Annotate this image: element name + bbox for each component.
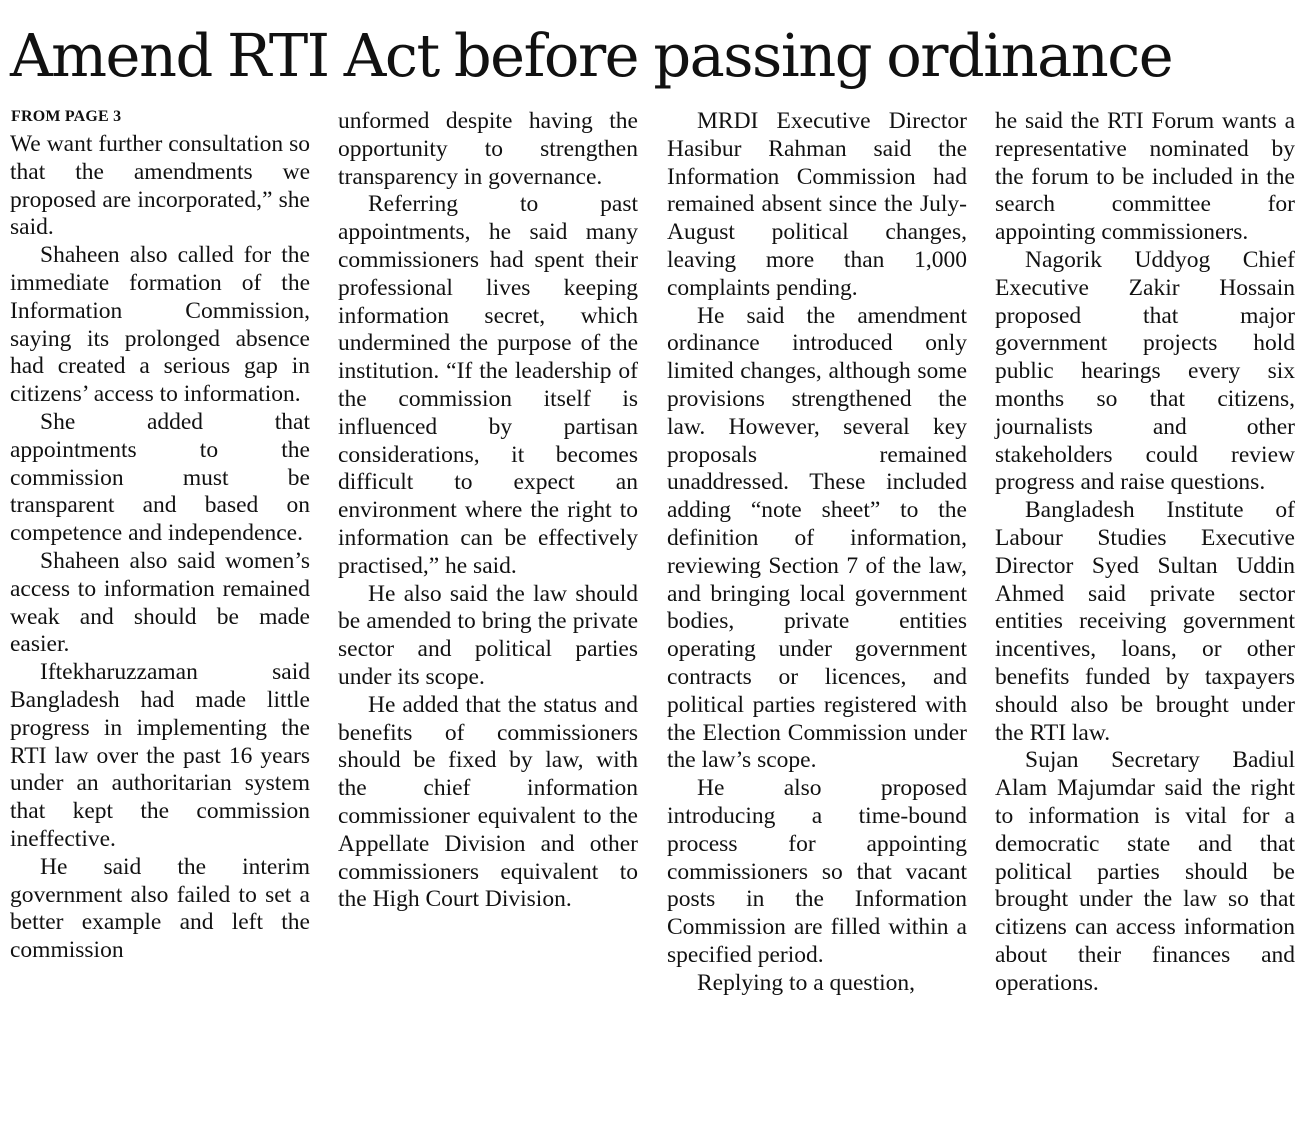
- paragraph: Replying to a question,: [697, 969, 916, 996]
- paragraph: Sujan Secretary Badiul Alam Majumdar said the right to information is vital for a democratic state and that political parties should be brought under the law so that citizens can access information about their finances and operations.: [995, 747, 1295, 996]
- paragraph: He added that the status and benefits of commissioners should be fixed by law, with the chief information commissioner equivalent to the Appellate Division and other commissioners equivalent to the High Court Division.: [338, 691, 638, 913]
- paragraph: He said the interim government also failed to set a better example and left the commission: [10, 853, 310, 964]
- paragraph: MRDI Executive Director Hasibur Rahman said the Information Commission had remained absent since the July-August political changes, leaving more than 1,000 complaints pending.: [667, 108, 967, 301]
- headline: Amend RTI Act before passing ordinance: [10, 21, 1173, 90]
- paragraph: He also proposed introducing a time-bound process for appointing commissioners so that vacant posts in the Information Commission are filled within a specified period.: [667, 775, 967, 968]
- paragraph: He also said the law should be amended to bring the private sector and political parties under its scope.: [338, 580, 638, 690]
- paragraph: Nagorik Uddyog Chief Executive Zakir Hossain proposed that major government projects hold public hearings every six months so that citizens, journalists and other stakeholders could review progress and raise questions.: [995, 246, 1295, 496]
- article-column-2: [338, 108, 638, 914]
- jump-label: FROM PAGE 3: [11, 108, 122, 125]
- paragraph: She added that appointments to the commission must be transparent and based on competence and independence.: [10, 408, 310, 547]
- article-column-3: [667, 108, 967, 998]
- paragraph: We want further consultation so that the amendments we proposed are incorporated,” she said.: [10, 131, 310, 241]
- paragraph: Iftekharuzzaman said Bangladesh had made little progress in implementing the RTI law over the past 16 years under an authoritarian system that kept the commission ineffective.: [10, 659, 310, 852]
- paragraph: Bangladesh Institute of Labour Studies Executive Director Syed Sultan Uddin Ahmed said private sector entities receiving government incentives, loans, or other benefits funded by taxpayers should also be brought under the RTI law.: [995, 497, 1295, 746]
- paragraph: Referring to past appointments, he said many commissioners had spent their professional lives keeping information secret, which undermined the purpose of the institution. “If the leadership of the commission itself is influenced by partisan considerations, it becomes difficult to expect an environment where the right to information can be effectively practised,” he said.: [338, 191, 638, 579]
- paragraph: unformed despite having the opportunity to strengthen transparency in governance.: [338, 108, 638, 190]
- paragraph: He said the amendment ordinance introduced only limited changes, although some provisions strengthened the law. However, several key proposals remained unaddressed. These included adding “note sheet” to the definition of information, reviewing Section 7 of the law, and bringing local government bodies, private entities operating under government contracts or licences, and political parties registered with the Election Commission under the law’s scope.: [667, 302, 967, 774]
- paragraph: he said the RTI Forum wants a representative nominated by the forum to be included in the search committee for appointing commissioners.: [995, 108, 1295, 246]
- paragraph: Shaheen also said women’s access to information remained weak and should be made easier.: [10, 547, 310, 658]
- article-column-1: [10, 131, 310, 965]
- paragraph: Shaheen also called for the immediate formation of the Information Commission, saying its prolonged absence had created a serious gap in citizens’ access to information.: [10, 242, 310, 408]
- article-column-4: [995, 108, 1295, 998]
